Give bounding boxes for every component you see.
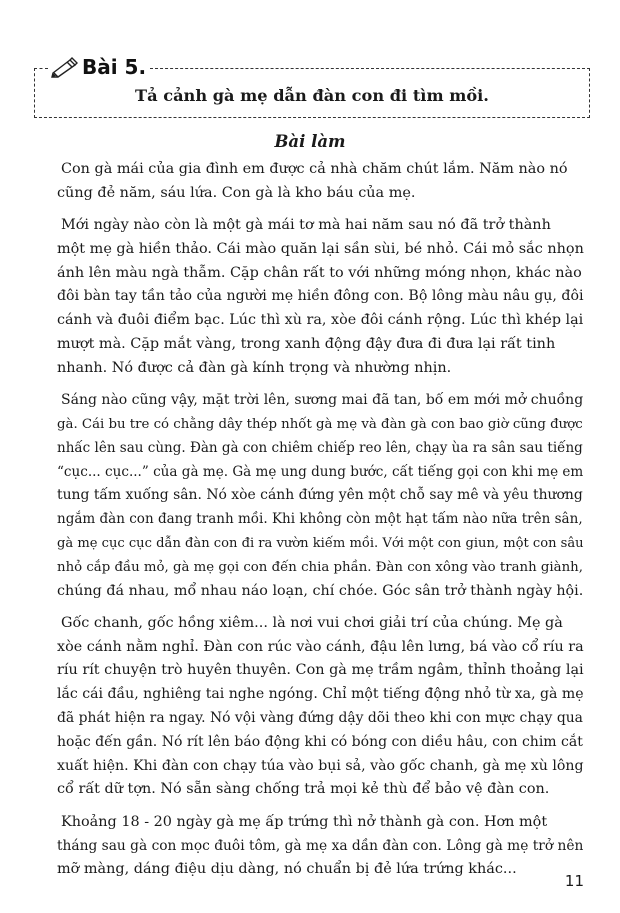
text-line: cũng đẻ năm, sáu lứa. Con gà là kho báu của mẹ. — [57, 184, 416, 201]
text-line: mượt mà. Cặp mắt vàng, trong xanh động đậy đưa đi đưa lại rất tinh — [57, 336, 556, 353]
section-heading: Bài làm — [274, 132, 346, 151]
essay-body — [57, 158, 585, 891]
text-line: một mẹ gà hiền thảo. Cái mào quăn lại sần sùi, bé nhỏ. Cái mỏ sắc nhọn — [57, 240, 584, 257]
paragraph-2 — [57, 214, 585, 381]
text-line: Mới ngày nào còn là một gà mái tơ mà hai năm sau nó đã trở thành — [61, 217, 551, 234]
text-line: “cục... cục...” của gà mẹ. Gà mẹ ung dung bước, cất tiếng gọi con khi mẹ em — [57, 463, 584, 480]
text-line: nhanh. Nó được cả đàn gà kính trọng và nhường nhịn. — [57, 359, 452, 376]
text-line: tung tấm xuống sân. Nó xòe cánh đứng yên một chỗ say mê và yêu thương — [57, 487, 583, 504]
paragraph-1 — [57, 158, 585, 206]
text-line: tháng sau gà con mọc đuôi tôm, gà mẹ xa dần đàn con. Lông gà mẹ trở nên — [57, 837, 584, 854]
text-line: đã phát hiện ra ngay. Nó vội vàng đứng dậy dõi theo khi con mực chạy qua — [57, 710, 583, 727]
text-line: nhỏ cắp đầu mỏ, gà mẹ gọi con đến chia phần. Đàn con xông vào tranh giành, — [57, 559, 583, 575]
text-line: Khoảng 18 - 20 ngày gà mẹ ấp trứng thì nở thành gà con. Hơn một — [61, 813, 548, 830]
text-line: nhấc lên sau cùng. Đàn gà con chiêm chiếp reo lên, chạy ùa ra sân sau tiếng — [57, 439, 583, 456]
text-line: Con gà mái của gia đình em được cả nhà chăm chút lắm. Năm nào nó — [61, 161, 568, 177]
exercise-prompt: Tả cảnh gà mẹ dẫn đàn con đi tìm mồi. — [135, 86, 489, 105]
paragraph-5 — [57, 811, 585, 882]
text-line: ánh lên màu ngà thẫm. Cặp chân rất to với những móng nhọn, khác nào — [57, 264, 582, 281]
pencil-icon — [50, 56, 80, 78]
exercise-title-group — [50, 52, 146, 82]
text-line: lắc cái đầu, nghiêng tai nghe ngóng. Chỉ một tiếng động nhỏ từ xa, gà mẹ — [57, 686, 584, 703]
text-line: gà mẹ cục cục dẫn đàn con đi ra vườn kiếm mồi. Với một con giun, một con sâu — [57, 535, 584, 551]
exercise-title: Bài 5. — [82, 55, 147, 79]
paragraph-4 — [57, 612, 585, 802]
text-line: xuất hiện. Khi đàn con chạy túa vào bụi sả, vào gốc chanh, gà mẹ xù lông — [57, 757, 584, 774]
text-line: Gốc chanh, gốc hồng xiêm... là nơi vui chơi giải trí của chúng. Mẹ gà — [61, 614, 563, 631]
text-line: đôi bàn tay tần tảo của người mẹ hiền đông con. Bộ lông màu nâu gụ, đôi — [57, 288, 584, 305]
paragraph-3 — [57, 389, 585, 603]
text-line: xòe cánh nằm nghỉ. Đàn con rúc vào cánh, đậu lên lưng, bá vào cổ ríu ra — [57, 638, 584, 655]
text-line: hoặc đến gần. Nó rít lên báo động khi có bóng con diều hâu, con chim cắt — [57, 733, 583, 750]
text-line: cổ rất dữ tợn. Nó sẵn sàng chống trả mọi kẻ thù để bảo vệ đàn con. — [57, 781, 550, 798]
text-line: mỡ màng, dáng điệu dịu dàng, nó chuẩn bị đẻ lứa trứng khác... — [57, 861, 517, 878]
page-number: 11 — [564, 872, 584, 890]
text-line: Sáng nào cũng vậy, mặt trời lên, sương mai đã tan, bố em mới mở chuồng — [61, 392, 584, 409]
text-line: gà. Cái bu tre có chằng dây thép nhốt gà mẹ và đàn gà con bao giờ cũng được — [57, 416, 583, 432]
text-line: cánh và đuôi điểm bạc. Lúc thì xù ra, xòe đôi cánh rộng. Lúc thì khép lại — [57, 312, 584, 329]
text-line: chúng đá nhau, mổ nhau náo loạn, chí chóe. Góc sân trở thành ngày hội. — [57, 582, 584, 599]
text-line: ríu rít chuyện trò huyên thuyên. Con gà mẹ trầm ngâm, thỉnh thoảng lại — [57, 662, 584, 679]
text-line: ngắm đàn con đang tranh mồi. Khi không còn một hạt tấm nào nữa trên sân, — [57, 511, 583, 528]
